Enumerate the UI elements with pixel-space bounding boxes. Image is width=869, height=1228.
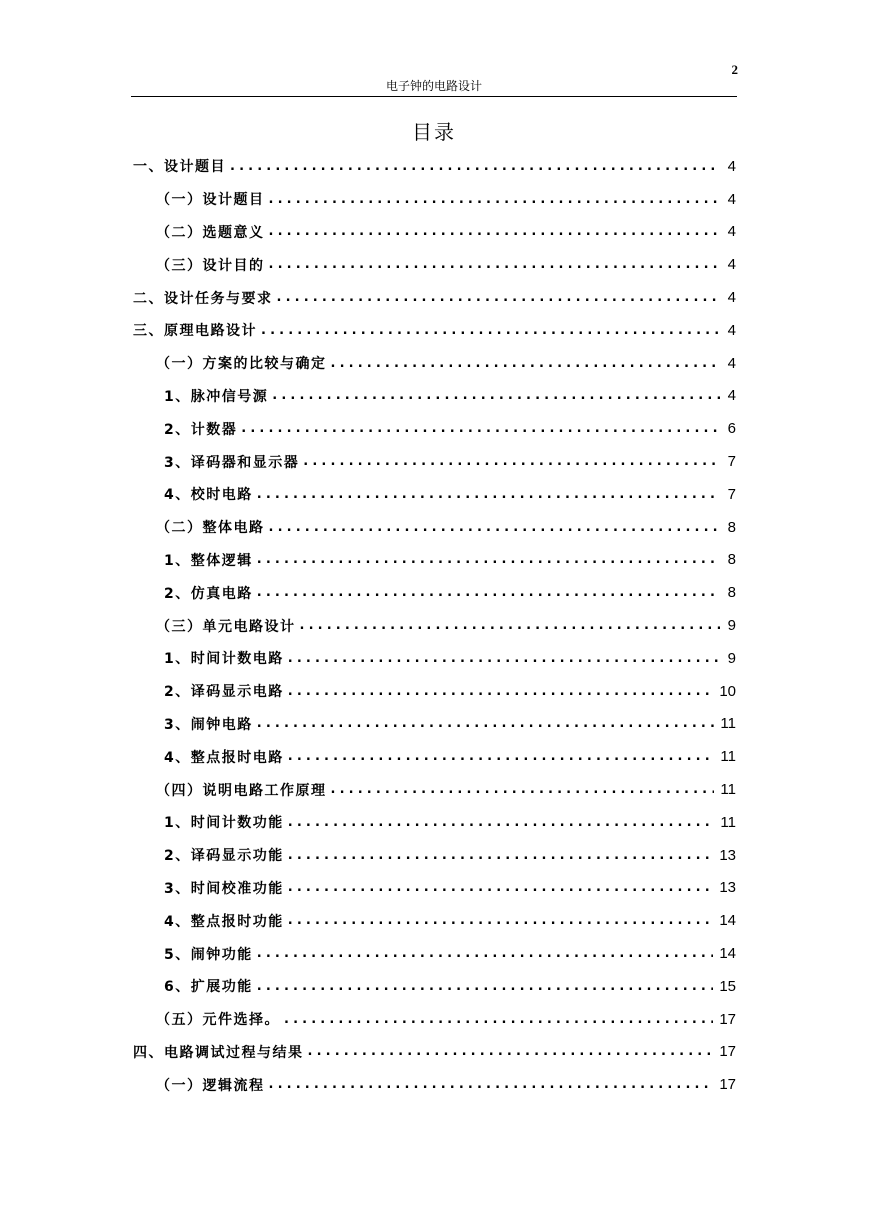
toc-dot-leader <box>277 290 721 305</box>
toc-entry-label: 3、时间校准功能 <box>164 880 284 897</box>
toc-entry-page-number: 11 <box>720 715 736 733</box>
toc-entry-label: 2、译码显示电路 <box>164 684 284 701</box>
toc-dot-leader <box>308 1044 714 1059</box>
toc-entry-page-number: 17 <box>719 1043 736 1061</box>
toc-entry-page-number: 6 <box>727 420 736 438</box>
toc-entry-page-number: 7 <box>727 453 736 471</box>
toc-entry-label: （一）逻辑流程 <box>156 1077 265 1094</box>
toc-dot-leader <box>257 716 715 731</box>
toc-entry-label: 三、原理电路设计 <box>133 323 257 340</box>
toc-dot-leader <box>288 815 715 830</box>
toc-dot-leader <box>288 848 714 863</box>
toc-entry-label: 1、整体逻辑 <box>164 552 253 569</box>
toc-dot-leader <box>288 913 714 928</box>
running-header-title: 电子钟的电路设计 <box>385 79 482 93</box>
toc-dot-leader <box>284 1012 713 1027</box>
toc-entry-page-number: 4 <box>727 223 736 241</box>
toc-entry-page-number: 9 <box>727 649 736 667</box>
toc-entry-label: 2、仿真电路 <box>164 585 253 602</box>
toc-dot-leader <box>300 618 721 633</box>
toc-dot-leader <box>288 880 714 895</box>
toc-entry[interactable] <box>0 314 869 347</box>
toc-entry[interactable] <box>0 478 869 511</box>
toc-entry-label: 3、译码器和显示器 <box>164 454 300 471</box>
toc-entry-page-number: 4 <box>727 190 736 208</box>
toc-dot-leader <box>269 224 721 239</box>
toc-dot-leader <box>257 585 720 600</box>
toc-dot-leader <box>288 684 714 699</box>
toc-entry-label: 1、时间计数功能 <box>164 815 284 832</box>
toc-entry[interactable] <box>0 609 869 642</box>
toc-entry-label: 2、计数器 <box>164 421 238 438</box>
toc-dot-leader <box>257 946 714 961</box>
toc-dot-leader <box>288 749 715 764</box>
toc-entry[interactable] <box>0 248 869 281</box>
toc-dot-leader <box>331 356 721 371</box>
toc-dot-leader <box>230 159 720 174</box>
toc-entry-page-number: 13 <box>719 879 736 897</box>
toc-entry[interactable] <box>0 511 869 544</box>
toc-entry-page-number: 9 <box>727 617 736 635</box>
toc-entry[interactable] <box>0 216 869 249</box>
toc-entry-label: 一、设计题目 <box>133 159 226 176</box>
toc-entry[interactable] <box>0 773 869 806</box>
toc-entry[interactable] <box>0 970 869 1003</box>
toc-entry-page-number: 11 <box>720 813 736 831</box>
toc-entry-page-number: 4 <box>727 321 736 339</box>
toc-dot-leader <box>261 323 720 338</box>
toc-entry-page-number: 17 <box>719 1076 736 1094</box>
toc-entry-page-number: 4 <box>727 157 736 175</box>
toc-entry-page-number: 14 <box>719 912 736 930</box>
toc-dot-leader <box>269 257 721 272</box>
toc-entry-label: 4、校时电路 <box>164 487 253 504</box>
toc-entry-page-number: 4 <box>727 256 736 274</box>
toc-entry[interactable] <box>0 412 869 445</box>
toc-entry[interactable] <box>0 576 869 609</box>
toc-entry-page-number: 15 <box>719 977 736 995</box>
toc-entry[interactable] <box>0 1036 869 1069</box>
toc-entry-label: 4、整点报时电路 <box>164 749 284 766</box>
toc-entry-page-number: 8 <box>727 551 736 569</box>
toc-entry[interactable] <box>0 183 869 216</box>
toc-entry[interactable] <box>0 281 869 314</box>
toc-entry-label: （四）说明电路工作原理 <box>156 782 327 799</box>
toc-entry[interactable] <box>0 1003 869 1036</box>
toc-entry-label: 6、扩展功能 <box>164 979 253 996</box>
toc-dot-leader <box>269 1077 714 1092</box>
toc-entry[interactable] <box>0 445 869 478</box>
toc-dot-leader <box>331 782 715 797</box>
toc-dot-leader <box>257 552 720 567</box>
toc-entry[interactable] <box>0 347 869 380</box>
toc-dot-leader <box>269 192 721 207</box>
toc-entry-page-number: 11 <box>720 781 736 799</box>
toc-entry-page-number: 4 <box>727 289 736 307</box>
header-divider <box>131 96 737 97</box>
toc-entry-label: 四、电路调试过程与结果 <box>133 1044 304 1061</box>
toc-entry-page-number: 8 <box>727 518 736 536</box>
toc-entry-page-number: 10 <box>719 682 736 700</box>
toc-entry[interactable] <box>0 937 869 970</box>
toc-entry-page-number: 17 <box>719 1010 736 1028</box>
toc-entry-label: （一）设计题目 <box>156 192 265 209</box>
toc-entry-page-number: 11 <box>720 748 736 766</box>
toc-entry[interactable] <box>0 544 869 577</box>
toc-entry-label: （二）整体电路 <box>156 520 265 537</box>
toc-title: 目录 <box>412 120 456 144</box>
toc-dot-leader <box>303 454 720 469</box>
toc-entry-label: （二）选题意义 <box>156 224 265 241</box>
toc-dot-leader <box>257 979 714 994</box>
toc-entry[interactable] <box>0 872 869 905</box>
toc-entry-label: （三）设计目的 <box>156 257 265 274</box>
toc-entry-page-number: 7 <box>727 485 736 503</box>
page-number: 2 <box>731 62 738 77</box>
toc-dot-leader <box>288 651 720 666</box>
toc-entry[interactable] <box>0 740 869 773</box>
toc-entry-label: （五）元件选择。 <box>156 1012 280 1029</box>
toc-entry[interactable] <box>0 150 869 183</box>
toc-entry[interactable] <box>0 1068 869 1101</box>
toc-entry-label: （三）单元电路设计 <box>156 618 296 635</box>
toc-dot-leader <box>257 487 720 502</box>
toc-dot-leader <box>272 388 720 403</box>
toc-entry[interactable] <box>0 675 869 708</box>
toc-entry-page-number: 14 <box>719 945 736 963</box>
toc-entry-label: （一）方案的比较与确定 <box>156 356 327 373</box>
toc-dot-leader <box>269 520 721 535</box>
toc-entry[interactable] <box>0 380 869 413</box>
toc-entry-label: 2、译码显示功能 <box>164 848 284 865</box>
toc-entry-page-number: 4 <box>727 387 736 405</box>
toc-entry-page-number: 4 <box>727 354 736 372</box>
toc-entry[interactable] <box>0 642 869 675</box>
toc-entry-label: 5、闹钟功能 <box>164 946 253 963</box>
toc-entry[interactable] <box>0 806 869 839</box>
toc-entry[interactable] <box>0 708 869 741</box>
toc-entry-label: 1、时间计数电路 <box>164 651 284 668</box>
toc-entry-label: 4、整点报时功能 <box>164 913 284 930</box>
table-of-contents <box>0 150 869 1101</box>
toc-entry-page-number: 8 <box>727 584 736 602</box>
toc-entry-page-number: 13 <box>719 846 736 864</box>
toc-entry[interactable] <box>0 839 869 872</box>
toc-entry[interactable] <box>0 904 869 937</box>
toc-dot-leader <box>241 421 720 436</box>
toc-entry-label: 3、闹钟电路 <box>164 716 253 733</box>
toc-entry-label: 1、脉冲信号源 <box>164 388 269 405</box>
toc-entry-label: 二、设计任务与要求 <box>133 290 273 307</box>
